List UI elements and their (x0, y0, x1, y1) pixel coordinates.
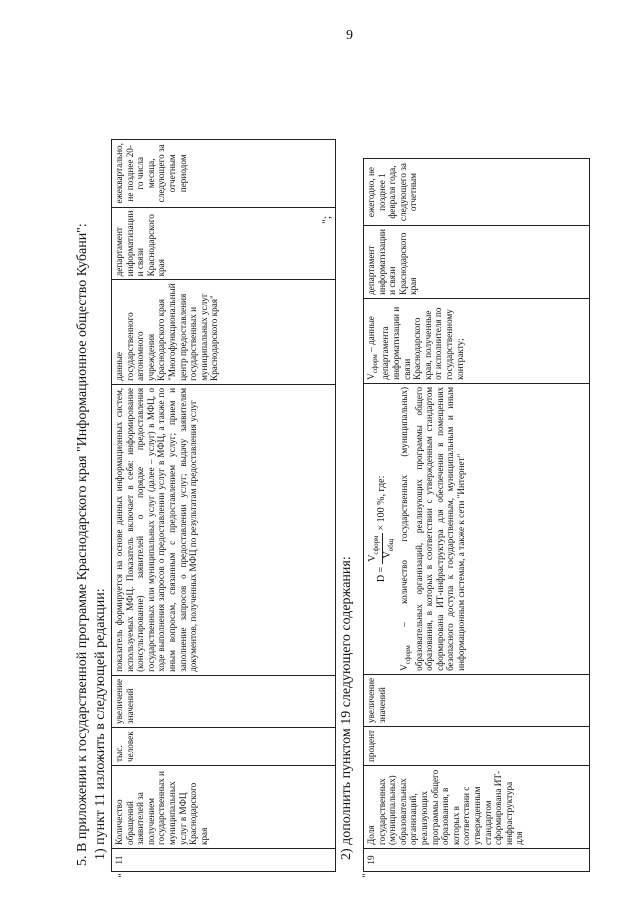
item-1-heading: 1) пункт 11 изложить в следующей редакции: (93, 588, 108, 860)
method-description: – количество государственных (муниципальных) образовательных организаций, реализующих программы общего образования, в которых в соответствии с утвержденным стандартом сформирована ИТ-инфраструктура для обеспечения в помещениях безопасного доступа к государственным, муниципальным и иным информационным системам, а также к сети "Интернет" (399, 386, 466, 671)
row-19-source (364, 298, 590, 383)
source-variable: V (366, 373, 376, 380)
denominator-subscript: общ (386, 538, 395, 552)
formula-fraction (368, 534, 396, 564)
method-variable: V (399, 664, 410, 671)
row-19-unit: процент (364, 726, 590, 765)
rotated-content (75, 80, 595, 880)
row-19-responsible: департамент информатизации и связи Краснодарского края (364, 226, 590, 299)
row-19-dynamics: увеличение значений (364, 674, 590, 726)
denominator-symbol: V (381, 551, 393, 559)
closing-quote: "; (319, 215, 333, 224)
formula (368, 387, 396, 671)
row-19-period: ежегодно, не позднее 1 февраля года, следующего за отчетным (364, 159, 590, 226)
page-number: 9 (346, 28, 353, 43)
formula-numerator (368, 534, 383, 564)
row-19-number: 19 (364, 849, 590, 872)
formula-lhs: D = (375, 566, 387, 583)
opening-quote-2: " (359, 873, 373, 878)
row-11-number: 11 (112, 849, 336, 872)
row-11-period: ежеквартально, не позднее 20-го числа месяца, следующего за отчетным периодом (112, 140, 336, 207)
formula-tail: × 100 %, где: (375, 475, 387, 531)
row-19-indicator-name: Доля государственных (муниципальных) образовательных организаций, реализующих программы общего образования, в которых в соответствии с утвержденным стандартом сформирована ИТ-инфраструктура для (364, 766, 590, 849)
row-11-table (111, 139, 336, 872)
row-11-unit: тыс. человек (112, 728, 336, 766)
numerator-subscript: сформ (372, 535, 380, 555)
row-11-responsible: департамент информатизации и связи Краснодарского края (112, 207, 336, 280)
row-11-method: показатель формируется на основе данных информационных систем, используемых МФЦ. Показатель включает в себя: информирование (консультирование) заявителей о порядке предоставления государственных или муниципальных услуг (далее – услуг) в МФЦ, о ходе выполнения запросов о предоставлении услуг в МФЦ, а также по иным вопросам, связанным с предоставлением услуг; прием и заполнение запросов о предоставлении услуг; выдачу заявителям документов, полученных МФЦ по результатам предоставления услуг (112, 384, 336, 675)
item-2-heading: 2) дополнить пунктом 19 следующего содержания: (339, 556, 354, 860)
source-variable-subscript: сформ (370, 354, 379, 374)
numerator-symbol: V (367, 554, 378, 562)
table-row (364, 159, 590, 872)
row-11-dynamics: увеличение значений (112, 675, 336, 727)
row-19-method (364, 383, 590, 674)
formula-denominator (383, 539, 397, 559)
opening-quote: " (115, 873, 129, 878)
table-row (112, 140, 336, 872)
source-description: – данные департамента информатизации и связи Краснодарского края, полученные от исполнителя по государственному контракту; (366, 306, 465, 380)
row-11-source: данные государственного автономного учреждения Краснодарского края "Многофункциональный центр предоставления государственных и муниципальных услуг Краснодарского края" (112, 280, 336, 385)
row-11-indicator-name: Количество обращений заявителей за получением государственных и муниципальных услуг в МФЦ Краснодарского края (112, 766, 336, 849)
section-heading: 5. В приложении к государственной программе Краснодарского края "Информационное общество Кубани": (75, 223, 90, 866)
method-variable-subscript: сформ (404, 645, 413, 665)
row-19-table (363, 158, 590, 872)
